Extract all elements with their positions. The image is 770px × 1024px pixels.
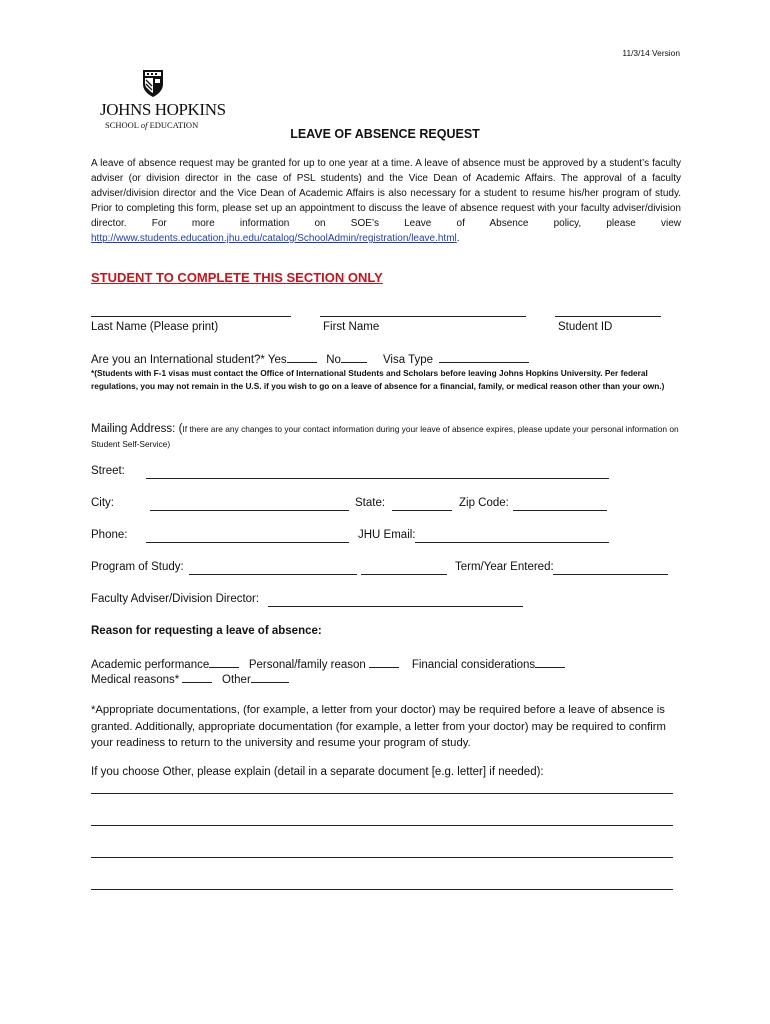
city-field[interactable] [150, 510, 349, 511]
explain-line-3[interactable] [91, 857, 673, 858]
last-name-label: Last Name (Please print) [91, 321, 219, 333]
intro-paragraph: A leave of absence request may be granted for up to one year at a time. A leave of absence must be approved by a student’s faculty adviser (or division director in the case of PSL students) and the Vice Dean of Academic Affairs. The approval of a faculty adviser/division director and the Vice Dean of Academic Affairs is also necessary for a student to resume his/her program of study. Prior to completing this form, please set up an appointment to discuss the leave of absence request with your faculty adviser/division director. For more information on SOE’s Leave of Absence policy, please view http://www.students.education.jhu.edu/catalog/SchoolAdmin/registration/leave.html. [91, 158, 681, 244]
explain-line-4[interactable] [91, 889, 673, 890]
other-explain-label: If you choose Other, please explain (detail in a separate document [e.g. letter] if needed): [91, 766, 544, 778]
email-field[interactable] [415, 542, 609, 543]
jhu-logo [100, 68, 226, 134]
international-row: Are you an International student?* Yes No Visa Type [91, 351, 529, 366]
medical-field[interactable] [182, 671, 212, 683]
term-label: Term/Year Entered: [455, 561, 554, 573]
student-id-label: Student ID [558, 321, 613, 333]
documentation-note: *Appropriate documentations, (for example, a letter from your doctor) may be required before a leave of absence is granted. Additionally, appropriate documentation (for example, a letter from your doctor) may be required to confirm your readiness to return to the university and resume your program of study. [91, 704, 666, 749]
financial-field[interactable] [535, 656, 565, 668]
student-id-field[interactable] [555, 316, 661, 317]
version-label: 11/3/14 Version [622, 48, 680, 58]
logo-school: SCHOOL of EDUCATION [105, 120, 199, 130]
reason-heading: Reason for requesting a leave of absence: [91, 625, 322, 637]
program-field[interactable] [189, 574, 357, 575]
first-name-label: First Name [323, 321, 380, 333]
state-field[interactable] [392, 510, 452, 511]
zip-label: Zip Code: [459, 497, 509, 509]
academic-field[interactable] [209, 656, 239, 668]
mailing-address: Mailing Address: (If there are any changes to your contact information during your leave of absence expires, please update your personal information on Student Self-Service) [91, 423, 679, 449]
explain-line-1[interactable] [91, 793, 673, 794]
visa-type-field[interactable] [439, 351, 529, 363]
reason-row-2: Medical reasons* Other [91, 671, 289, 686]
reason-row-1: Academic performance Personal/family reason Financial considerations [91, 656, 565, 671]
program-field-2[interactable] [361, 574, 447, 575]
zip-field[interactable] [513, 510, 607, 511]
state-label: State: [355, 497, 386, 509]
first-name-field[interactable] [320, 316, 526, 317]
adviser-field[interactable] [268, 606, 523, 607]
explain-line-2[interactable] [91, 825, 673, 826]
program-label: Program of Study: [91, 561, 184, 573]
email-label: JHU Email: [358, 529, 416, 541]
personal-field[interactable] [369, 656, 399, 668]
policy-link[interactable]: http://www.students.education.jhu.edu/catalog/SchoolAdmin/registration/leave.html [91, 233, 457, 244]
section-heading: STUDENT TO COMPLETE THIS SECTION ONLY [91, 270, 383, 285]
adviser-label: Faculty Adviser/Division Director: [91, 593, 260, 605]
shield-icon [141, 68, 165, 98]
international-note: *(Students with F-1 visas must contact the Office of International Students and Scholars before leaving Johns Hopkins University. Per federal regulations, you may not remain in the U.S. if you wish to go on a leave of absence for a financial, family, or medical reason other than your own.) [91, 368, 665, 391]
city-label: City: [91, 497, 114, 509]
page-title: LEAVE OF ABSENCE REQUEST [290, 127, 480, 141]
phone-field[interactable] [146, 542, 349, 543]
no-field[interactable] [341, 351, 367, 363]
phone-label: Phone: [91, 529, 128, 541]
yes-field[interactable] [287, 351, 317, 363]
other-field[interactable] [251, 671, 289, 683]
street-field[interactable] [146, 478, 609, 479]
last-name-field[interactable] [91, 316, 291, 317]
logo-name: JOHNS HOPKINS [100, 100, 226, 119]
term-field[interactable] [553, 574, 668, 575]
street-label: Street: [91, 465, 125, 477]
